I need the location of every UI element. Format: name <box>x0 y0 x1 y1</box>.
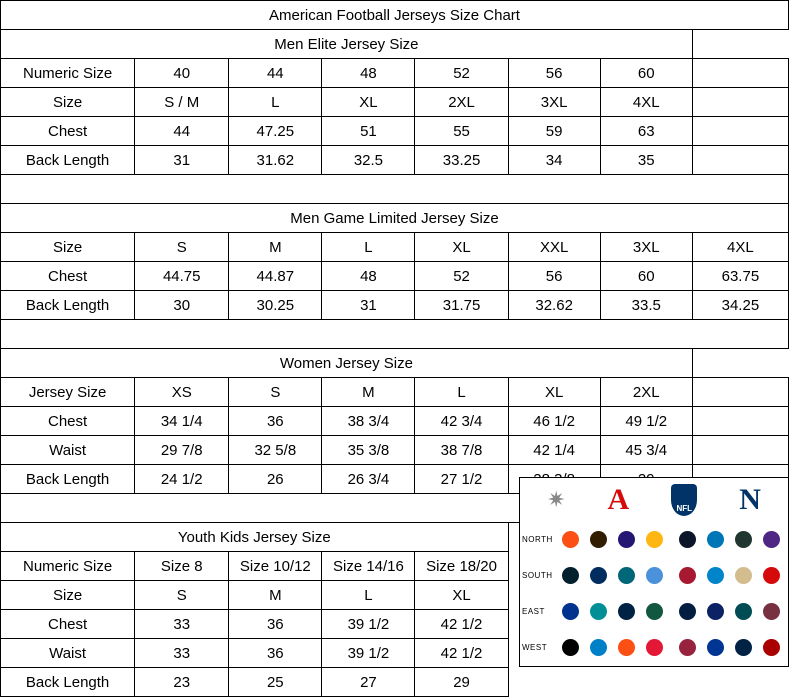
table-row <box>1 407 789 436</box>
cell: XL <box>415 233 508 262</box>
nfc-east-teams <box>671 594 788 630</box>
cell: XS <box>135 378 229 407</box>
cell: 36 <box>229 407 322 436</box>
team-logo-vikings <box>763 531 780 548</box>
cell: L <box>322 581 415 610</box>
cell: 51 <box>322 117 415 146</box>
cell: L <box>229 88 322 117</box>
cell: 44 <box>229 59 322 88</box>
cell <box>692 117 788 146</box>
cell: Size 8 <box>135 552 229 581</box>
division-grid <box>520 522 788 665</box>
cell: 31 <box>322 291 415 320</box>
cell: 26 3/4 <box>322 465 415 494</box>
row-label: Waist <box>1 639 135 668</box>
nfl-team-logos-panel <box>519 477 789 667</box>
cell: S / M <box>135 88 229 117</box>
cell: XL <box>415 581 508 610</box>
team-logo-ravens <box>618 531 635 548</box>
afc-east-teams <box>554 594 671 630</box>
cell: 42 1/2 <box>415 639 508 668</box>
cell: 38 7/8 <box>415 436 508 465</box>
cell: 59 <box>508 117 600 146</box>
table-row <box>1 146 789 175</box>
cell: 42 1/4 <box>508 436 600 465</box>
row-label: Size <box>1 88 135 117</box>
team-logo-rams <box>707 639 724 656</box>
section-heading-men-game-limited: Men Game Limited Jersey Size <box>1 204 789 233</box>
cell: 39 1/2 <box>322 639 415 668</box>
team-logo-lions <box>707 531 724 548</box>
table-row <box>1 233 789 262</box>
row-label: Size <box>1 233 135 262</box>
cell: 42 3/4 <box>415 407 508 436</box>
team-logo-redskins <box>763 603 780 620</box>
cell: 34 1/4 <box>135 407 229 436</box>
row-label: Chest <box>1 262 135 291</box>
cell: 31.75 <box>415 291 508 320</box>
cell: L <box>415 378 508 407</box>
team-logo-saints <box>735 567 752 584</box>
cell: 56 <box>508 262 600 291</box>
cell: 48 <box>322 59 415 88</box>
cell: 38 3/4 <box>322 407 415 436</box>
cell: 30 <box>135 291 229 320</box>
table-row <box>1 117 789 146</box>
cell: S <box>229 378 322 407</box>
row-label: Numeric Size <box>1 552 135 581</box>
cell <box>692 88 788 117</box>
team-logo-packers <box>735 531 752 548</box>
row-label: Jersey Size <box>1 378 135 407</box>
cell: 49 1/2 <box>600 407 692 436</box>
team-logo-panthers <box>707 567 724 584</box>
team-logo-browns <box>590 531 607 548</box>
cell: 33 <box>135 639 229 668</box>
cell: 2XL <box>600 378 692 407</box>
table-row <box>1 88 789 117</box>
cell: XL <box>322 88 415 117</box>
table-row <box>1 262 789 291</box>
team-logo-giants <box>707 603 724 620</box>
cell: 25 <box>229 668 322 697</box>
row-label: Back Length <box>1 291 135 320</box>
cell: 42 1/2 <box>415 610 508 639</box>
team-logo-bengals <box>562 531 579 548</box>
cell: 33 <box>135 610 229 639</box>
cell: 52 <box>415 262 508 291</box>
cell: 31 <box>135 146 229 175</box>
nfc-south-teams <box>671 558 788 594</box>
cell: 34 <box>508 146 600 175</box>
cell: 46 1/2 <box>508 407 600 436</box>
cell: 60 <box>600 262 692 291</box>
cell: 23 <box>135 668 229 697</box>
cell: 32 5/8 <box>229 436 322 465</box>
cell: 27 1/2 <box>415 465 508 494</box>
cell <box>692 146 788 175</box>
cell: M <box>322 378 415 407</box>
team-logo-patriots <box>618 603 635 620</box>
cell: 35 3/8 <box>322 436 415 465</box>
nfc-west-teams <box>671 629 788 665</box>
row-label: Back Length <box>1 146 135 175</box>
cell: 32.62 <box>508 291 600 320</box>
team-logo-cardinals <box>679 639 696 656</box>
cell: 2XL <box>415 88 508 117</box>
cell: S <box>135 581 229 610</box>
cell: 33.5 <box>600 291 692 320</box>
table-row <box>1 59 789 88</box>
cell: 60 <box>600 59 692 88</box>
empty-cell <box>692 349 788 378</box>
cell: 29 <box>415 668 508 697</box>
team-logo-broncos <box>618 639 635 656</box>
team-logo-49ers <box>763 639 780 656</box>
page-title: American Football Jerseys Size Chart <box>1 1 789 30</box>
row-label: Chest <box>1 407 135 436</box>
row-label: Chest <box>1 117 135 146</box>
team-logo-bears <box>679 531 696 548</box>
cell: 4XL <box>692 233 788 262</box>
cell: 31.62 <box>229 146 322 175</box>
row-label: Chest <box>1 610 135 639</box>
cell: M <box>229 233 322 262</box>
cell: L <box>322 233 415 262</box>
cell: 63 <box>600 117 692 146</box>
cell <box>692 59 788 88</box>
cell: 35 <box>600 146 692 175</box>
cell: 24 1/2 <box>135 465 229 494</box>
row-label: Back Length <box>1 465 135 494</box>
cell <box>692 436 788 465</box>
team-logo-bills <box>562 603 579 620</box>
chart-title-row <box>1 1 789 30</box>
team-logo-eagles <box>735 603 752 620</box>
section-heading-youth: Youth Kids Jersey Size <box>1 523 789 552</box>
cell: 3XL <box>508 88 600 117</box>
table-row <box>1 291 789 320</box>
nfl-shield-icon: NFL <box>671 484 697 516</box>
cell: Size 10/12 <box>229 552 322 581</box>
team-logo-dolphins <box>590 603 607 620</box>
cell: XL <box>508 378 600 407</box>
cell: XXL <box>508 233 600 262</box>
cell: 52 <box>415 59 508 88</box>
division-label-west: WEST <box>522 642 548 652</box>
cell: 29 7/8 <box>135 436 229 465</box>
empty-cell <box>508 668 788 697</box>
team-logo-falcons <box>679 567 696 584</box>
section-spacer <box>1 175 789 204</box>
cell <box>692 378 788 407</box>
cell: 45 3/4 <box>600 436 692 465</box>
cell: S <box>135 233 229 262</box>
section-heading-men-elite: Men Elite Jersey Size <box>1 30 789 59</box>
team-logo-chiefs <box>646 639 663 656</box>
team-logo-steelers <box>646 531 663 548</box>
cell: 39 1/2 <box>322 610 415 639</box>
division-label-east: EAST <box>522 606 545 616</box>
cell: 30.25 <box>229 291 322 320</box>
cell: 40 <box>135 59 229 88</box>
table-row <box>1 378 789 407</box>
team-logo-texans <box>562 567 579 584</box>
nfc-logo-icon: N <box>739 483 761 516</box>
cell: 55 <box>415 117 508 146</box>
cell: M <box>229 581 322 610</box>
cell: 56 <box>508 59 600 88</box>
cell: 44.75 <box>135 262 229 291</box>
afc-west-teams <box>554 629 671 665</box>
afc-north-teams <box>554 522 671 558</box>
cell: 4XL <box>600 88 692 117</box>
row-label: Numeric Size <box>1 59 135 88</box>
cell: 27 <box>322 668 415 697</box>
cell: 34.25 <box>692 291 788 320</box>
table-row <box>1 668 789 697</box>
section-spacer <box>1 320 789 349</box>
section-heading-women: Women Jersey Size <box>1 349 789 378</box>
cell: 26 <box>229 465 322 494</box>
cell: 48 <box>322 262 415 291</box>
cell: 33.25 <box>415 146 508 175</box>
cell: 36 <box>229 610 322 639</box>
table-row <box>1 436 789 465</box>
cell: Size 18/20 <box>415 552 508 581</box>
cell: 63.75 <box>692 262 788 291</box>
cell: 47.25 <box>229 117 322 146</box>
division-label-north: NORTH <box>522 535 553 545</box>
team-logo-seahawks <box>735 639 752 656</box>
team-logo-chargers <box>590 639 607 656</box>
cell: Size 14/16 <box>322 552 415 581</box>
row-label: Back Length <box>1 668 135 697</box>
team-logo-jaguars <box>618 567 635 584</box>
cell: 3XL <box>600 233 692 262</box>
cell: 44.87 <box>229 262 322 291</box>
empty-cell <box>692 30 788 59</box>
afc-logo-icon: A <box>607 483 630 516</box>
team-logo-titans <box>646 567 663 584</box>
conference-logos-row <box>520 478 788 522</box>
team-logo-cowboys <box>679 603 696 620</box>
division-label-south: SOUTH <box>522 571 553 581</box>
cell: 36 <box>229 639 322 668</box>
cell: 32.5 <box>322 146 415 175</box>
team-logo-raiders <box>562 639 579 656</box>
row-label: Size <box>1 581 135 610</box>
team-logo-colts <box>590 567 607 584</box>
star-burst-icon: ✷ <box>547 487 566 512</box>
team-logo-jets <box>646 603 663 620</box>
team-logo-buccaneers <box>763 567 780 584</box>
afc-south-teams <box>554 558 671 594</box>
row-label: Waist <box>1 436 135 465</box>
cell: 44 <box>135 117 229 146</box>
nfc-north-teams <box>671 522 788 558</box>
cell <box>692 407 788 436</box>
